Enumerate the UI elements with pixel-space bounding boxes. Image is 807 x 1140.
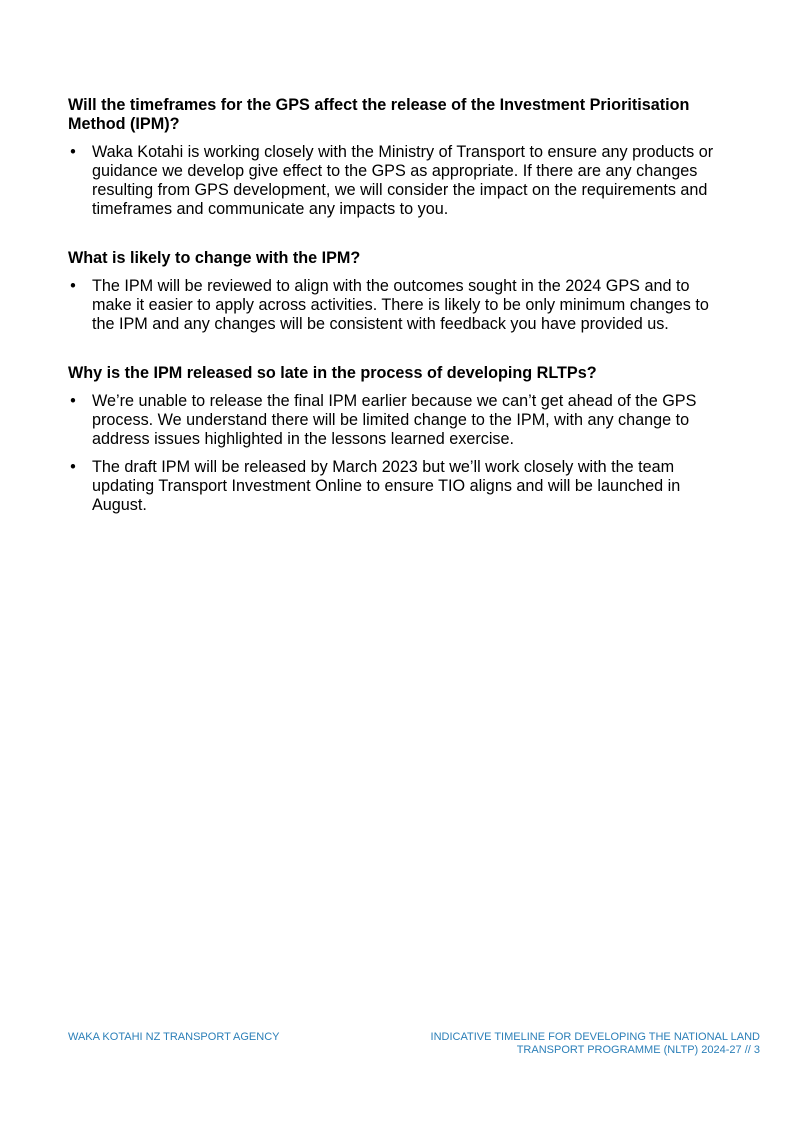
section-heading: Why is the IPM released so late in the process of developing RLTPs?	[68, 364, 597, 382]
section-heading: What is likely to change with the IPM?	[68, 249, 361, 267]
bullet-list	[68, 277, 728, 334]
bullet-list	[68, 392, 728, 515]
footer-document-title	[431, 1031, 760, 1056]
bullet-icon: •	[70, 392, 76, 410]
bullet-icon: •	[70, 277, 76, 295]
faq-section-ipm-changes	[68, 249, 728, 334]
bullet-icon: •	[70, 458, 76, 476]
faq-section-gps-timeframes	[68, 96, 728, 219]
bullet-text: The draft IPM will be released by March 2023 but we’ll work closely with the team updating Transport Investment Online to ensure TIO aligns and will be launched in August.	[92, 458, 681, 514]
bullet-text: The IPM will be reviewed to align with the outcomes sought in the 2024 GPS and to make it easier to apply across activities. There is likely to be only minimum changes to the IPM and any changes will be consistent with feedback you have provided us.	[92, 277, 709, 333]
bullet-item	[68, 277, 728, 334]
section-heading: Will the timeframes for the GPS affect the release of the Investment Prioritisation Method (IPM)?	[68, 96, 690, 133]
bullet-icon: •	[70, 143, 76, 161]
bullet-text: We’re unable to release the final IPM earlier because we can’t get ahead of the GPS process. We understand there will be limited change to the IPM, with any change to address issues highlighted in the lessons learned exercise.	[92, 392, 697, 448]
bullet-item	[68, 143, 728, 219]
bullet-list	[68, 143, 728, 219]
bullet-item	[68, 458, 728, 515]
faq-section-ipm-release-timing	[68, 364, 728, 515]
bullet-text: Waka Kotahi is working closely with the Ministry of Transport to ensure any products or guidance we develop give effect to the GPS as appropriate. If there are any changes resulting from GPS development, we will consider the impact on the requirements and timeframes and communicate any impacts to you.	[92, 143, 714, 218]
footer-agency-name: WAKA KOTAHI NZ TRANSPORT AGENCY	[68, 1031, 280, 1043]
footer-title-line-page-number: TRANSPORT PROGRAMME (NLTP) 2024-27 // 3	[516, 1043, 760, 1056]
footer-title-line: INDICATIVE TIMELINE FOR DEVELOPING THE NATIONAL LAND	[430, 1031, 760, 1043]
bullet-item	[68, 392, 728, 449]
page-content	[68, 96, 728, 545]
